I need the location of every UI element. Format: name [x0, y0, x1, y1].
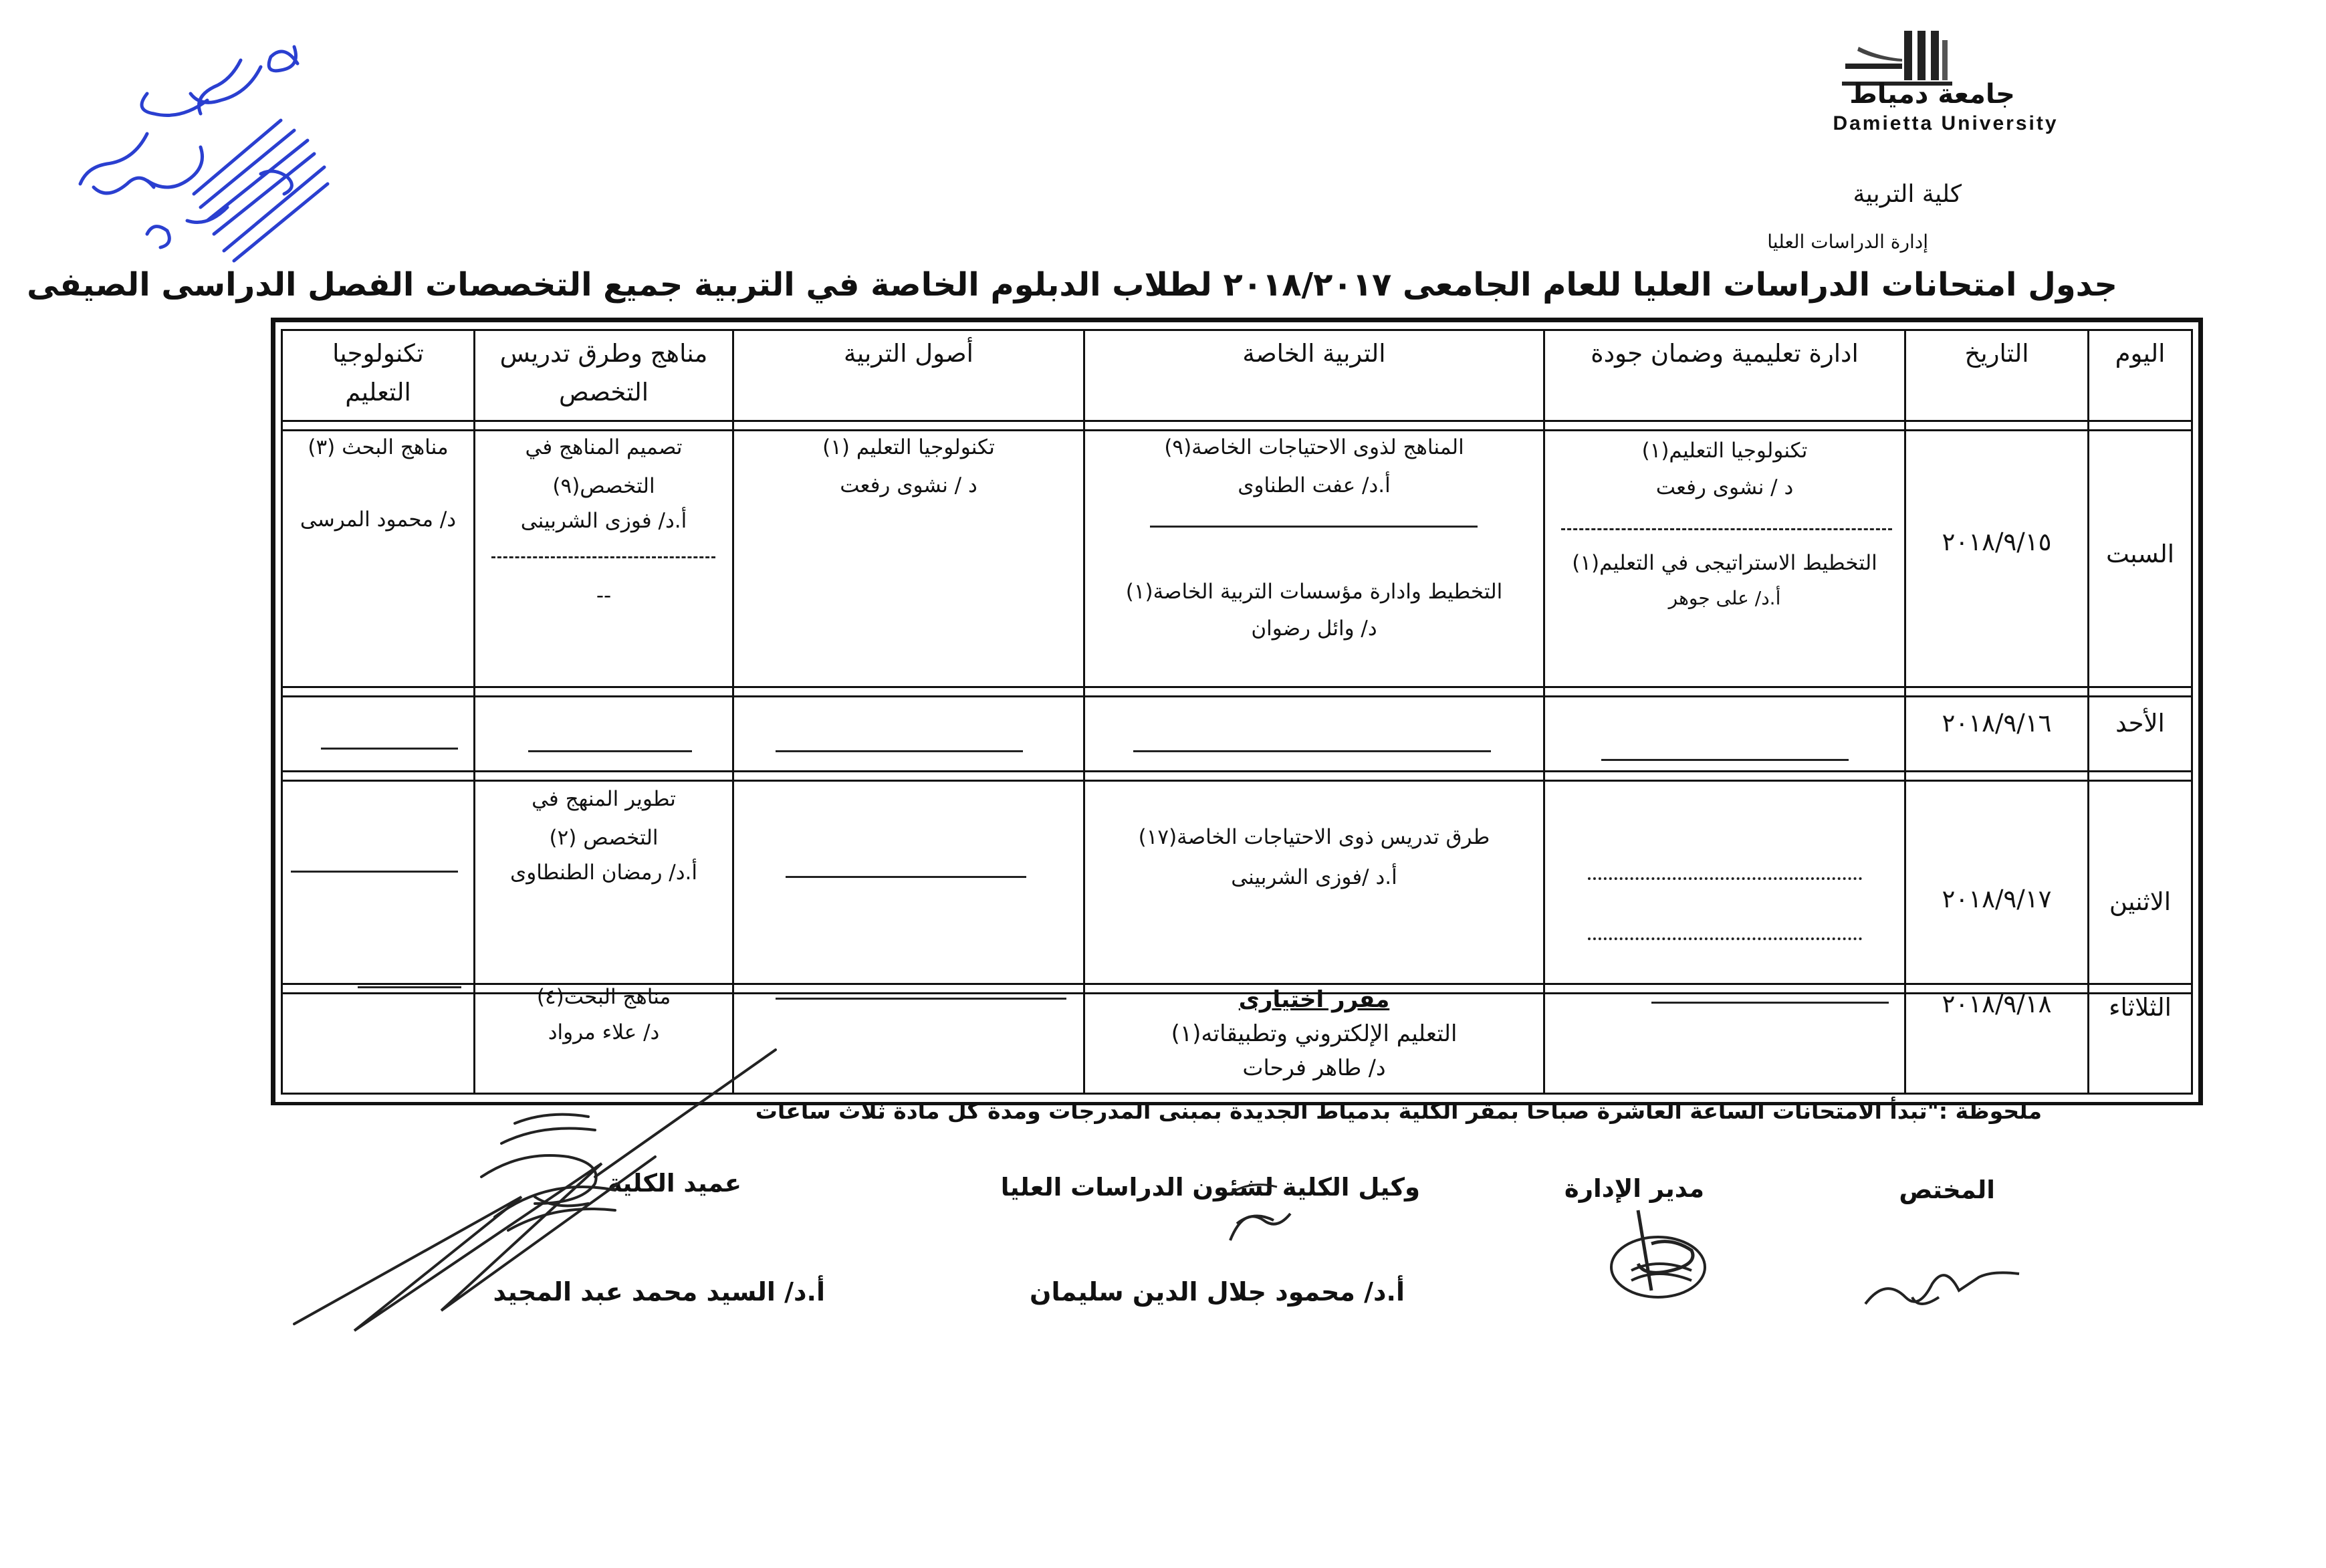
exam-course: التخطيط الاستراتيجى في التعليم(١): [1572, 551, 1877, 575]
exam-professor: د / نشوى رفعت: [840, 473, 977, 497]
header-date: التاريخ: [1964, 339, 2029, 368]
department-name: إدارة الدراسات العليا: [1767, 231, 1928, 253]
signature-title-vice-dean: وكيل الكلية لشئون الدراسات العليا: [1000, 1173, 1420, 1202]
university-name-arabic: جامعة دمياط: [1849, 79, 2015, 110]
exam-empty: --: [596, 584, 612, 608]
exam-professor: د/ محمود المرسى: [300, 508, 457, 532]
header-foundations: أصول التربية: [844, 339, 973, 368]
header-curricula: مناهج وطرق تدريس التخصص: [499, 339, 708, 407]
exam-course: طرق تدريس ذوى الاحتياجات الخاصة(١٧): [1138, 825, 1490, 849]
row-day: الأحد: [2115, 709, 2165, 738]
exam-professor: أ.د/ عفت الطناوى: [1238, 473, 1391, 497]
exam-professor: أ.د/ على جوهر: [1668, 587, 1781, 609]
header-edu-admin: ادارة تعليمية وضمان جودة: [1591, 339, 1859, 368]
elective-label: مقرر اختيارى: [1238, 986, 1390, 1013]
exam-course: التخطيط وادارة مؤسسات التربية الخاصة(١): [1125, 580, 1503, 604]
exam-professor: أ.د/ فوزى الشربينى: [520, 509, 687, 533]
header-special-ed: التربية الخاصة: [1242, 339, 1386, 368]
exam-course: المناهج لذوى الاحتياجات الخاصة(٩): [1164, 435, 1464, 459]
signature-mark-vice-dean: [1217, 1167, 1304, 1254]
signature-mark-dean: [281, 1043, 789, 1344]
cell-divider: [1150, 526, 1478, 528]
header-day: اليوم: [2115, 339, 2166, 368]
empty-slot-line: [786, 876, 1026, 878]
empty-slot-line: [1651, 1002, 1889, 1004]
exam-course: تصميم المناهج في التخصص(٩): [525, 435, 683, 498]
signature-mark-specialist: [1852, 1257, 2039, 1317]
empty-slot-line: [1588, 877, 1862, 880]
row-day: الثلاثاء: [2109, 993, 2172, 1022]
exam-professor: د / نشوى رفعت: [1655, 475, 1794, 499]
empty-slot-line: [528, 750, 692, 752]
row-date: ٢٠١٨/٩/١٥: [1942, 528, 2052, 556]
row-date: ٢٠١٨/٩/١٧: [1942, 885, 2052, 913]
exam-course: تكنولوجيا التعليم (١): [822, 435, 995, 459]
signature-title-admin-director: مدير الإدارة: [1564, 1174, 1704, 1203]
signature-title-specialist: المختص: [1899, 1175, 1995, 1204]
empty-slot-line: [321, 748, 458, 750]
empty-slot-line: [776, 998, 1066, 1000]
empty-slot-line: [1601, 759, 1849, 761]
exam-professor: د/ علاء مرواد: [548, 1020, 660, 1044]
exam-course: تكنولوجيا التعليم(١): [1641, 439, 1808, 463]
signature-name-vice-dean: أ.د/ محمود جلال الدين سليمان: [1030, 1277, 1405, 1307]
empty-slot-line: [1133, 750, 1491, 752]
university-name-english: Damietta University: [1833, 112, 2059, 134]
empty-slot-line: [358, 986, 461, 988]
empty-slot-line: [1588, 937, 1862, 940]
signature-mark-admin-director: [1591, 1197, 1718, 1311]
row-date: ٢٠١٨/٩/١٨: [1942, 990, 2052, 1018]
empty-slot-line: [776, 750, 1023, 752]
exam-course: التعليم الإلكتروني وتطبيقاته(١): [1171, 1020, 1458, 1047]
exam-course: تطوير المنهج في التخصص (٢): [532, 787, 676, 850]
cell-divider: [1561, 528, 1892, 530]
row-date: ٢٠١٨/٩/١٦: [1942, 709, 2052, 738]
exam-course: مناهج البحث(٤): [536, 985, 671, 1009]
row-day: الاثنين: [2109, 887, 2172, 916]
document-title: جدول امتحانات الدراسات العليا للعام الجامعى ٢٠١٨/٢٠١٧ لطلاب الدبلوم الخاصة في التربية جميع التخصصات الفصل الدراسى الصيفى: [27, 266, 2117, 304]
empty-slot-line: [291, 871, 458, 873]
exam-course: مناهج البحث (٣): [308, 435, 449, 459]
header-edtech: تكنولوجيا التعليم: [332, 339, 424, 407]
exam-note: ملحوظة :"تبدأ الامتحانات الساعة العاشرة صباحا بمقر الكلية بدمياط الجديدة بمبنى المدرجات ومدة كل مادة ثلاث ساعات: [755, 1098, 2042, 1124]
signature-title-dean: عميد الكلية: [607, 1169, 741, 1198]
faculty-name: كلية التربية: [1853, 181, 1962, 208]
exam-professor: أ.د /فوزى الشربينى: [1231, 865, 1397, 889]
exam-professor: د/ وائل رضوان: [1251, 617, 1377, 641]
exam-professor: أ.د/ رمضان الطنطاوى: [509, 861, 698, 885]
handwritten-annotation: [40, 20, 348, 281]
signature-name-dean: أ.د/ السيد محمد عبد المجيد: [493, 1277, 825, 1307]
exam-professor: د/ طاهر فرحات: [1242, 1054, 1386, 1081]
cell-divider: [491, 556, 715, 558]
row-day: السبت: [2105, 540, 2175, 568]
